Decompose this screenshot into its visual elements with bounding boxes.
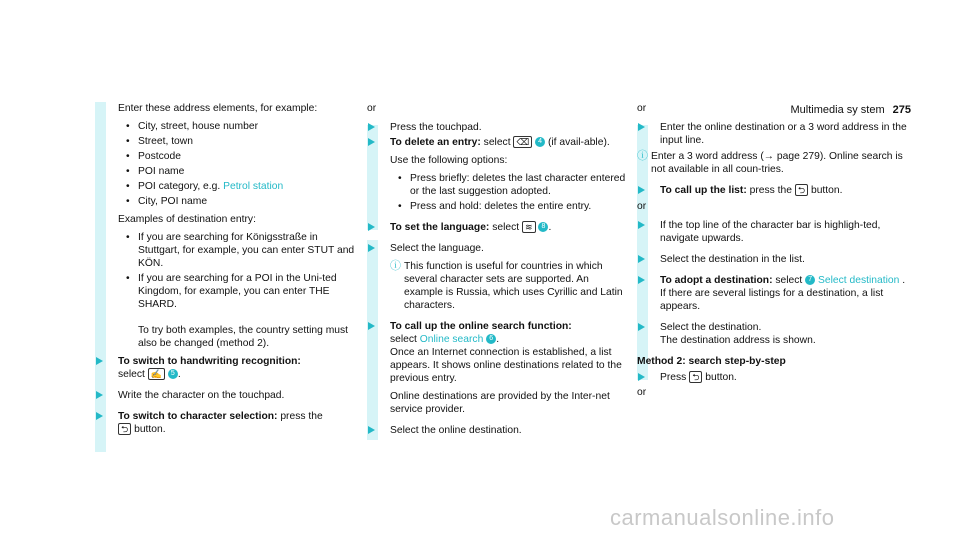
- select-destination-link[interactable]: Select destination: [818, 275, 900, 286]
- page-number: 275: [892, 104, 911, 116]
- step-select-language: Select the language. ⓘ This function is useful for countries in which several character sets are supported. An example is Russia, which uses Cyrillic and Latin characters.: [367, 242, 629, 312]
- step-arrow-icon: [638, 221, 645, 229]
- examples-list: [118, 231, 357, 350]
- list-item: • POI category, e.g. Petrol station: [130, 180, 357, 193]
- handwriting-icon: ✍: [148, 368, 165, 380]
- info-note: ⓘ This function is useful for countries in which several character sets are supported. An example is Russia, which uses Cyrillic and Latin characters.: [390, 260, 623, 311]
- step-press-button: Press ⮌ button.: [637, 371, 911, 384]
- step-online-search: To call up the online search function: select Online search 6 . Once an Internet connection is established, a list appears. It shows online destinations related to the previous entry. Online destinations are provided by the Inter-net service provider.: [367, 320, 629, 416]
- step-arrow-icon: [638, 123, 645, 131]
- step-adopt-destination: To adopt a destination: select 7 Select destination . If there are several listings for a destination, a list appears.: [637, 274, 911, 313]
- step-call-list: To call up the list: press the ⮌ button.: [637, 184, 911, 197]
- back-button-icon: ⮌: [118, 423, 131, 435]
- step-select-dest: Select the destination in the list.: [637, 253, 911, 266]
- online-search-link[interactable]: Online search: [419, 334, 484, 345]
- step-select-online: Select the online destination.: [367, 424, 629, 437]
- step-navigate-up: If the top line of the character bar is highligh-ted, navigate upwards.: [637, 219, 911, 245]
- step-arrow-icon: [368, 223, 375, 231]
- step-arrow-icon: [96, 412, 103, 420]
- callout-number: 4: [535, 137, 545, 147]
- step-arrow-icon: [368, 426, 375, 434]
- back-button-icon: ⮌: [689, 371, 702, 383]
- info-icon: ⓘ: [390, 260, 401, 272]
- step-arrow-icon: [96, 391, 103, 399]
- list-item: • POI name: [130, 165, 357, 178]
- intro-text: Enter these address elements, for example:: [118, 103, 318, 114]
- step-arrow-icon: [368, 123, 375, 131]
- step-arrow-icon: [638, 373, 645, 381]
- callout-number: 6: [486, 334, 496, 344]
- step-press-touchpad: Press the touchpad.: [367, 121, 629, 134]
- step-handwriting: To switch to handwriting recognition: select ✍ 5 .: [95, 355, 357, 381]
- list-item: • If you are searching for Königsstraße in Stuttgart, for example, you can enter STUT and KÖN.: [130, 231, 357, 270]
- list-item: • City, street, house number: [130, 120, 357, 133]
- info-note: ⓘ Enter a 3 word address (→ page 279). Online search is not available in all coun-tries.: [637, 150, 903, 175]
- delete-icon: ⌫: [513, 136, 532, 148]
- step-arrow-icon: [638, 255, 645, 263]
- language-icon: ≋: [522, 221, 536, 233]
- step-select-destination: Select the destination. The destination address is shown.: [637, 321, 911, 347]
- step-enter-online: Enter the online destination or a 3 word address in the input line. ⓘ Enter a 3 word address (→ page 279). Online search is not available in all coun-tries.: [637, 121, 911, 176]
- examples-label: Examples of destination entry:: [118, 214, 256, 225]
- column-1: [95, 102, 357, 444]
- list-item: • Press and hold: deletes the entire entry.: [402, 200, 629, 213]
- step-write: Write the character on the touchpad.: [95, 389, 357, 402]
- address-list: [118, 120, 357, 208]
- or-text: or: [637, 103, 647, 114]
- step-arrow-icon: [368, 138, 375, 146]
- or-text: or: [367, 103, 377, 114]
- or-text: or: [637, 387, 647, 398]
- step-arrow-icon: [638, 323, 645, 331]
- callout-number: 5: [168, 369, 178, 379]
- or-text: or: [637, 201, 647, 212]
- step-character-selection: To switch to character selection: press the ⮌ button.: [95, 410, 357, 436]
- callout-number: 7: [805, 275, 815, 285]
- step-arrow-icon: [638, 186, 645, 194]
- back-button-icon: ⮌: [795, 184, 808, 196]
- list-item: • City, POI name: [130, 195, 357, 208]
- list-item: • If you are searching for a POI in the Uni-ted Kingdom, for example, you can enter THE SHARD. To try both examples, the country setting must also be changed (method 2).: [130, 272, 357, 350]
- step-arrow-icon: [368, 322, 375, 330]
- callout-number: 8: [538, 222, 548, 232]
- info-icon: ⓘ: [637, 150, 648, 162]
- column-2: [367, 102, 629, 445]
- petrol-station-link[interactable]: Petrol station: [223, 181, 284, 192]
- step-arrow-icon: [368, 244, 375, 252]
- column-3: [637, 102, 911, 405]
- step-delete-entry: To delete an entry: select ⌫ 4 (if avail-able). Use the following options: • Press briefly: deletes the last character entered or the last suggestion adopted. • Press and hold: deletes the entire entry.: [367, 136, 629, 213]
- list-item: • Street, town: [130, 135, 357, 148]
- list-item: • Postcode: [130, 150, 357, 163]
- step-arrow-icon: [96, 357, 103, 365]
- method-heading: Method 2: search step-by-step: [637, 356, 786, 367]
- step-set-language: To set the language: select ≋ 8 .: [367, 221, 629, 234]
- step-arrow-icon: [638, 276, 645, 284]
- section-title: Multimedia sy stem: [790, 104, 885, 116]
- list-item: • Press briefly: deletes the last character entered or the last suggestion adopted.: [402, 172, 629, 198]
- watermark: carmanualsonline.info: [610, 505, 835, 530]
